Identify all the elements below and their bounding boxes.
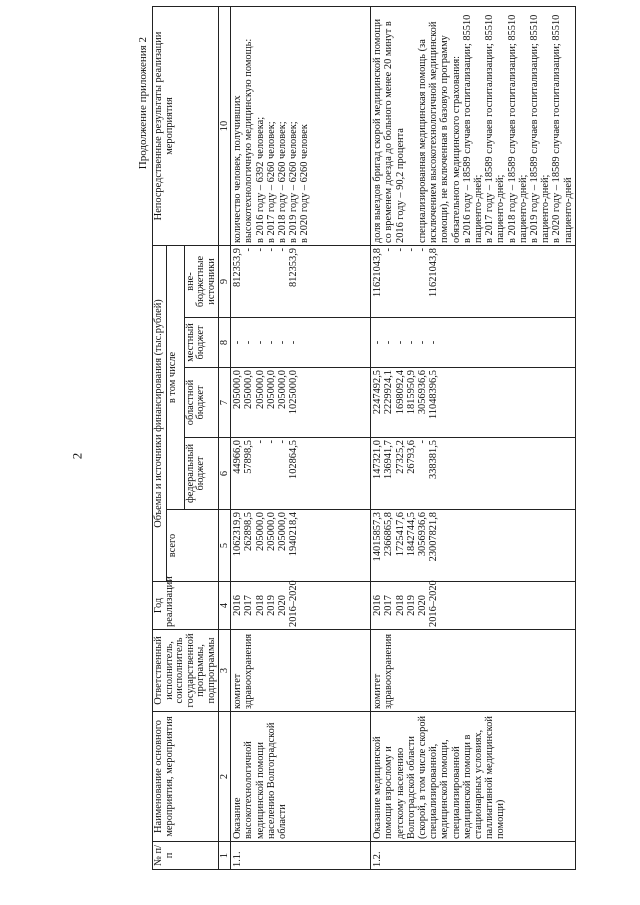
value: 2247492,5: [372, 370, 384, 415]
value: 1940218,4: [288, 512, 300, 557]
value: -: [243, 248, 255, 252]
responsible-executor: комитет здравоохранения: [371, 630, 576, 712]
value: 27325,2: [394, 440, 406, 474]
value: -: [243, 340, 255, 345]
value: -: [265, 248, 277, 252]
colnum: 2: [219, 712, 231, 842]
regional-cell: [371, 368, 576, 438]
value: 147321,0: [372, 440, 384, 479]
extrabudget-cell: [371, 246, 576, 318]
table-row: [371, 7, 576, 870]
value: 205000,0: [232, 370, 244, 409]
header-regional: областной бюджет: [184, 368, 219, 438]
year: 2016: [372, 595, 384, 616]
colnum: 6: [219, 438, 231, 510]
year: 2016–2020: [428, 580, 440, 627]
result-line: в 2018 году – 6260 человек;: [277, 121, 289, 243]
value: 102864,5: [288, 440, 300, 479]
value: 3056936,6: [417, 512, 429, 557]
activity-name: Оказание высокотехнологичной медицинской помощи населению Волгоградской области: [231, 712, 371, 842]
result-cell: [231, 7, 371, 246]
header-year: Год реализации: [153, 582, 219, 630]
year: 2018: [254, 595, 266, 616]
local-cell: [231, 318, 371, 368]
year: 2017: [383, 595, 395, 616]
colnum: 3: [219, 630, 231, 712]
value: 1025000,0: [288, 370, 300, 415]
year: 2016–2020: [288, 580, 300, 627]
result-line: в 2019 году – 6260 человек;: [288, 121, 300, 243]
value: -: [394, 248, 406, 252]
value: -: [277, 340, 289, 345]
result-line: в 2019 году – 18589 случаев госпитализации; 85510 пациенто-дней;: [529, 14, 552, 243]
extrabudget-cell: [231, 246, 371, 318]
value: 136941,7: [383, 440, 395, 479]
value: 338381,5: [428, 440, 440, 479]
result-line: в 2016 году – 18589 случаев госпитализации; 85510 пациенто-дней;: [461, 14, 485, 243]
result-line: в 2020 году – 18589 случаев госпитализации; 85510 пациенто-дней: [551, 14, 574, 243]
header-local: местный бюджет: [184, 318, 219, 368]
value: -: [383, 248, 395, 252]
regional-cell: [231, 368, 371, 438]
rotated-page-content: [137, 14, 640, 870]
value: -: [254, 340, 266, 345]
value: 2229924,1: [383, 370, 395, 415]
year: 2016: [232, 595, 244, 616]
colnum: 1: [219, 842, 231, 870]
value: 205000,0: [277, 370, 289, 409]
year: 2020: [417, 595, 429, 616]
value: 205000,0: [265, 512, 277, 551]
value: -: [232, 340, 244, 345]
value: 2366865,8: [383, 512, 395, 557]
value: -: [417, 248, 429, 252]
value: -: [265, 440, 277, 444]
row-number: 1.2.: [371, 842, 576, 870]
value: 11048396,5: [428, 370, 440, 419]
year: 2020: [277, 595, 289, 616]
value: -: [417, 340, 429, 345]
colnum: 7: [219, 368, 231, 438]
colnum: 9: [219, 246, 231, 318]
total-cell: [231, 510, 371, 582]
value: 1062319,9: [232, 512, 244, 557]
value: 812353,9: [288, 248, 300, 287]
header-including: в том числе: [166, 246, 184, 510]
result-cell: [371, 7, 576, 246]
result-line: [406, 9, 417, 243]
header-extrabudget: вне-бюджетные источники: [184, 246, 219, 318]
result-line: в 2020 году – 6260 человек: [299, 124, 311, 243]
value: 26793,6: [405, 440, 417, 474]
value: -: [277, 440, 289, 444]
total-cell: [371, 510, 576, 582]
value: 3056936,6: [417, 370, 429, 415]
federal-cell: [231, 438, 371, 510]
value: 205000,0: [265, 370, 277, 409]
year-cell: [231, 582, 371, 630]
value: 1842744,5: [405, 512, 417, 557]
year: 2018: [394, 595, 406, 616]
value: 205000,0: [277, 512, 289, 551]
header-responsible: Ответственный исполнитель, соисполнитель государственной программы, подпрограммы: [153, 630, 219, 712]
year: 2019: [265, 595, 277, 616]
result-line: в 2017 году – 6260 человек;: [265, 121, 277, 243]
header-total: всего: [166, 510, 219, 582]
value: 44966,0: [232, 440, 244, 474]
table-row: [231, 7, 371, 870]
value: -: [254, 248, 266, 252]
result-line: специализированная медицинская помощь (за исключением высокотехнологичной медицинской помощи), не включенная в базовую программу обязательного медицинского страхования:: [417, 21, 462, 243]
header-federal: федеральный бюджет: [184, 438, 219, 510]
header-result: Непосредственные результаты реализации мероприятия: [153, 7, 219, 246]
value: -: [277, 248, 289, 252]
colnum: 5: [219, 510, 231, 582]
page-number: 2: [69, 452, 85, 460]
value: -: [417, 440, 429, 444]
value: -: [394, 340, 406, 345]
year: 2019: [405, 595, 417, 616]
value: -: [405, 248, 417, 252]
value: -: [265, 340, 277, 345]
value: 812353,9: [232, 248, 244, 287]
value: -: [405, 340, 417, 345]
value: 205000,0: [254, 370, 266, 409]
header-name: Наименование основного мероприятия, мероприятия: [153, 712, 219, 842]
value: -: [428, 340, 440, 345]
header-funding: Объемы и источники финансирования (тыс.рублей): [153, 246, 167, 582]
value: 1725417,6: [394, 512, 406, 557]
value: 1815950,9: [405, 370, 417, 415]
federal-cell: [371, 438, 576, 510]
colnum: 10: [219, 7, 231, 246]
colnum: 8: [219, 318, 231, 368]
result-line: в 2016 году – 6392 человека;: [254, 116, 266, 243]
program-activities-table: [152, 6, 576, 870]
activity-name: Оказание медицинской помощи взрослому и детскому населению Волгоградской области (скорой, в том числе скорой специализированной, медицинской помощи, специализированной медицинской помощи в стационарных условиях, паллиативной медицинской помощи): [371, 712, 576, 842]
local-cell: [371, 318, 576, 368]
value: 262898,5: [243, 512, 255, 551]
result-line: количество человек, получивших высокотехнологичную медицинскую помощь:: [232, 38, 255, 243]
value: 57898,5: [243, 440, 255, 474]
value: 205000,0: [243, 370, 255, 409]
responsible-executor: комитет здравоохранения: [231, 630, 371, 712]
result-line: в 2017 году – 18589 случаев госпитализации; 85510 пациенто-дней;: [484, 14, 507, 243]
appendix-title: Продолжение приложения 2: [137, 37, 149, 170]
value: 1698092,4: [394, 370, 406, 415]
value: 205000,0: [254, 512, 266, 551]
value: -: [254, 440, 266, 444]
result-line: доля выездов бригад скорой медицинской помощи со временем доезда до больного менее 20 минут в 2016 году – 90,2 процента: [372, 18, 406, 243]
value: -: [383, 340, 395, 345]
value: -: [288, 340, 300, 345]
value: 11621043,8: [372, 248, 384, 297]
header-no: № п/п: [153, 842, 219, 870]
year: 2017: [243, 595, 255, 616]
result-line: в 2018 году – 18589 случаев госпитализации; 85510 пациенто-дней;: [506, 14, 529, 243]
value: 23007821,8: [428, 512, 440, 562]
colnum: 4: [219, 582, 231, 630]
column-number-row: [219, 7, 231, 870]
value: 11621043,8: [428, 248, 440, 297]
value: -: [372, 340, 384, 345]
row-number: 1.1.: [231, 842, 371, 870]
year-cell: [371, 582, 576, 630]
value: 14015857,3: [372, 512, 384, 562]
